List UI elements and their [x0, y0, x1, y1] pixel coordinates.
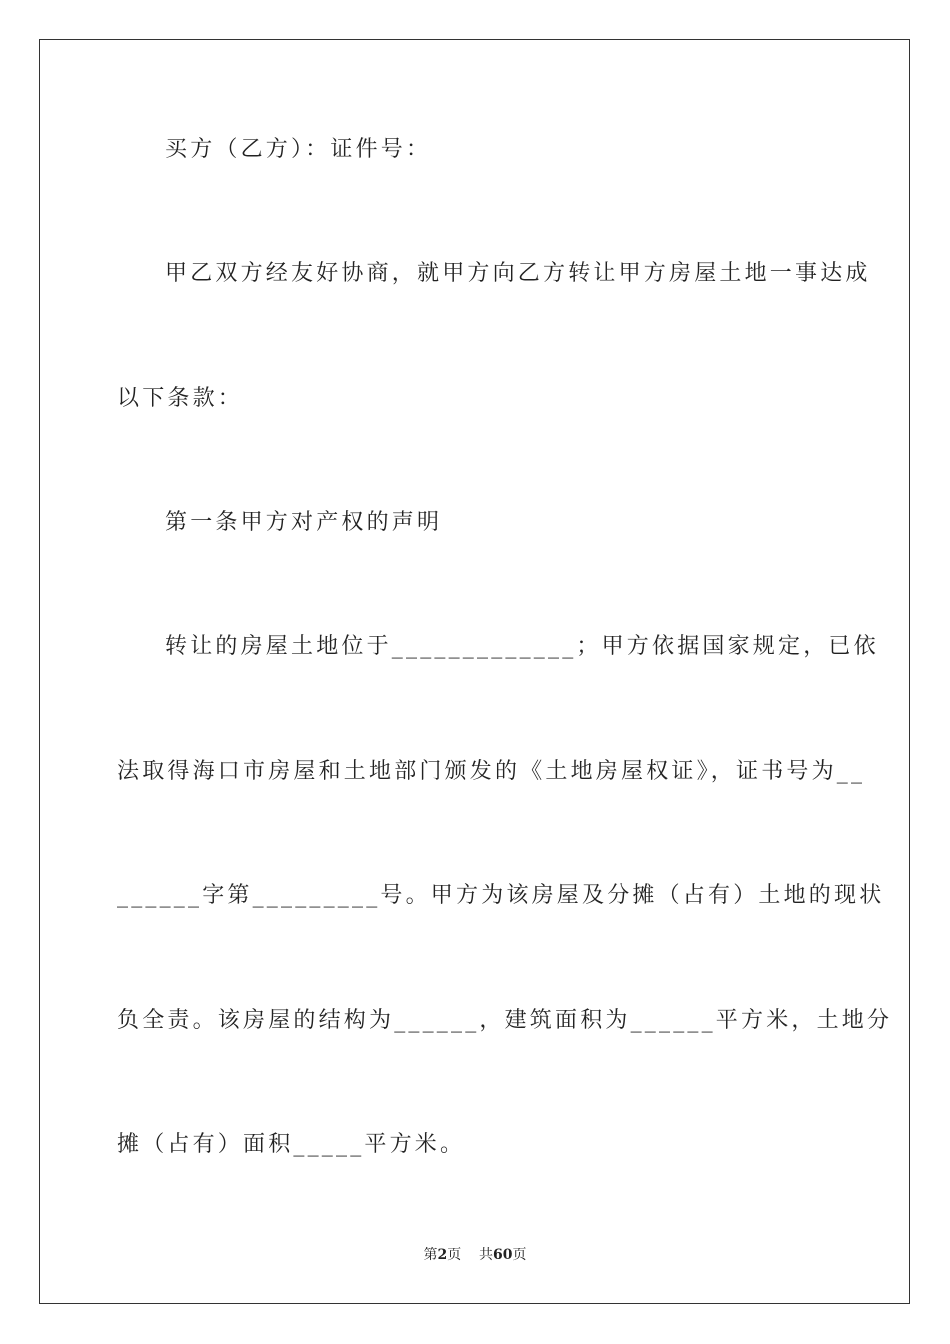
total-suffix: 页 — [512, 1247, 527, 1263]
buyer-line: 买方（乙方）：证件号： — [165, 137, 432, 162]
article-one-line-2: 法取得海口市房屋和土地部门颁发的《土地房屋权证》，证书号为__ — [117, 759, 866, 784]
total-pages: 60 — [493, 1247, 513, 1263]
agreement-intro-line: 甲乙双方经友好协商，就甲方向乙方转让甲方房屋土地一事达成 — [165, 261, 871, 286]
page-frame — [39, 39, 910, 1304]
page-footer — [0, 1246, 950, 1264]
article-one-line-4: 负全责。该房屋的结构为______，建筑面积为______平方米，土地分 — [117, 1008, 893, 1033]
total-prefix: 共 — [479, 1247, 494, 1263]
agreement-intro-continuation: 以下条款： — [117, 386, 244, 411]
page-suffix: 页 — [447, 1247, 462, 1263]
article-one-line-5: 摊（占有）面积_____平方米。 — [117, 1132, 466, 1157]
article-one-heading: 第一条甲方对产权的声明 — [165, 510, 443, 535]
page-prefix: 第 — [423, 1247, 438, 1263]
article-one-line-3: ______字第_________号。甲方为该房屋及分摊（占有）土地的现状 — [117, 883, 885, 908]
article-one-line-1: 转让的房屋土地位于_____________；甲方依据国家规定，已依 — [165, 634, 879, 659]
page-number: 2 — [437, 1247, 448, 1263]
